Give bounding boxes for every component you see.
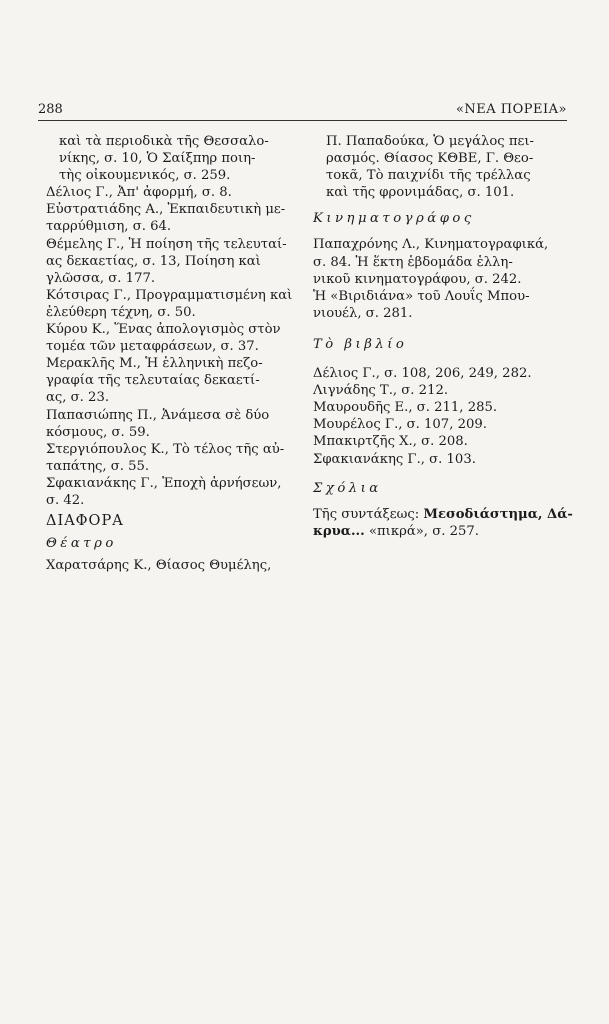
right-column — [313, 133, 581, 540]
text-line: Σφακιανάκης Γ., Ἐποχὴ ἀρνήσεων, — [46, 475, 282, 491]
text-line: Σφακιανάκης Γ., σ. 103. — [313, 451, 476, 467]
text-line: Εὐστρατιάδης Α., Ἐκπαιδευτικὴ με- — [46, 202, 286, 218]
text-line: νιουέλ, σ. 281. — [313, 305, 413, 321]
index-entry — [46, 321, 296, 355]
text-line: Μαυρουδῆς Ε., σ. 211, 285. — [313, 400, 498, 416]
comment-title: Μεσοδιάστημα, Δά- — [423, 506, 573, 522]
index-entry — [46, 441, 296, 475]
text-line: Π. Παπαδούκα, Ὁ μεγάλος πει- — [326, 134, 535, 149]
text-line: κόσμους, σ. 59. — [46, 424, 150, 440]
index-entry — [313, 451, 581, 468]
index-entry — [46, 407, 296, 441]
journal-title: «ΝΕΑ ΠΟΡΕΙΑ» — [455, 102, 567, 117]
text-line: Χαρατσάρης Κ., Θίασος Θυμέλης, — [46, 558, 272, 574]
continuation-entry — [313, 133, 581, 201]
index-entry — [313, 365, 581, 382]
text-line: καὶ τῆς φρονιμάδας, σ. 101. — [326, 185, 515, 201]
index-entry — [46, 201, 296, 235]
text-line: Κότσιρας Γ., Προγραμματισμένη καὶ — [46, 287, 293, 303]
text-line: ας δεκαετίας, σ. 13, Ποίηση καὶ — [46, 253, 261, 269]
comment-prefix: Τῆς συντάξεως: — [313, 506, 420, 522]
text-line: ταρρύθμιση, σ. 64. — [46, 219, 172, 235]
text-line: Ἡ «Βιριδιάνα» τοῦ Λουΐς Μπου- — [313, 288, 530, 304]
text-line — [313, 523, 581, 540]
index-entry — [313, 399, 581, 416]
index-entry — [46, 355, 296, 406]
text-line: νικοῦ κινηματογράφου, σ. 242. — [313, 271, 522, 287]
index-entry — [313, 382, 581, 399]
subsection-title: Θέατρο — [46, 536, 117, 552]
text-line: νίκης, σ. 10, Ὁ Σαίξπηρ ποιη- — [59, 151, 256, 167]
text-line: Κύρου Κ., Ἕνας ἀπολογισμὸς στὸν — [46, 322, 281, 338]
text-line: καὶ τὰ περιοδικὰ τῆς Θεσσαλο- — [59, 134, 269, 149]
subsection-title: Κινηματογράφος — [313, 211, 475, 227]
index-entry — [46, 236, 296, 287]
index-entry — [46, 557, 296, 574]
text-line: σ. 84. Ἡ ἕκτη ἑβδομάδα ἑλλη- — [313, 254, 513, 270]
subsection-title: Τὸ βιβλίο — [313, 336, 408, 352]
text-line: ρασμός. Θίασος ΚΘΒΕ, Γ. Θεο- — [326, 151, 534, 167]
text-line — [313, 506, 581, 523]
index-entry — [46, 475, 296, 509]
continuation-entry — [46, 133, 296, 184]
text-line: ἐλεύθερη τέχνη, σ. 50. — [46, 304, 196, 320]
index-entry — [313, 433, 581, 450]
text-line: ταπάτης, σ. 55. — [46, 458, 150, 474]
page-header — [38, 102, 567, 121]
text-line: Παπασιώπης Π., Ἀνάμεσα σὲ δύο — [46, 407, 270, 423]
text-line: γραφία τῆς τελευταίας δεκαετί- — [46, 373, 260, 389]
text-line: Μπακιρτζῆς Χ., σ. 208. — [313, 434, 468, 450]
text-line: Δέλιος Γ., Ἀπ' ἀφορμή, σ. 8. — [46, 185, 232, 201]
index-entry — [313, 416, 581, 433]
index-entry — [313, 236, 581, 321]
text-line: Στεργιόπουλος Κ., Τὸ τέλος τῆς αὐ- — [46, 441, 285, 457]
page-number: 288 — [38, 102, 63, 117]
text-line: Δέλιος Γ., σ. 108, 206, 249, 282. — [313, 366, 532, 382]
text-line: τομέα τῶν μεταφράσεων, σ. 37. — [46, 339, 259, 355]
text-line: τοκᾶ, Τὸ παιχνίδι τῆς τρέλλας — [326, 168, 531, 184]
text-line: Λιγνάδης Τ., σ. 212. — [313, 383, 449, 399]
text-line: ας, σ. 23. — [46, 390, 110, 406]
text-line: Μερακλῆς Μ., Ἡ ἑλληνικὴ πεζο- — [46, 356, 263, 372]
section-title: ΔΙΑΦΟΡΑ — [46, 513, 124, 530]
text-line: τὴς οἰκουμενικός, σ. 259. — [59, 168, 231, 184]
comment-rest: «πικρά», σ. 257. — [368, 523, 479, 539]
text-line: σ. 42. — [46, 492, 85, 508]
index-entry — [46, 287, 296, 321]
left-column — [46, 133, 296, 574]
comment-title-cont: κρυα... — [313, 523, 365, 539]
index-entry — [46, 184, 296, 201]
text-line: γλῶσσα, σ. 177. — [46, 270, 156, 286]
subsection-title: Σχόλια — [313, 480, 382, 496]
text-line: Μουρέλος Γ., σ. 107, 209. — [313, 417, 487, 433]
text-line: Παπαχρόνης Λ., Κινηματογραφικά, — [313, 237, 549, 253]
index-entry — [313, 506, 581, 540]
text-line: Θέμελης Γ., Ἡ ποίηση τῆς τελευταί- — [46, 236, 287, 252]
